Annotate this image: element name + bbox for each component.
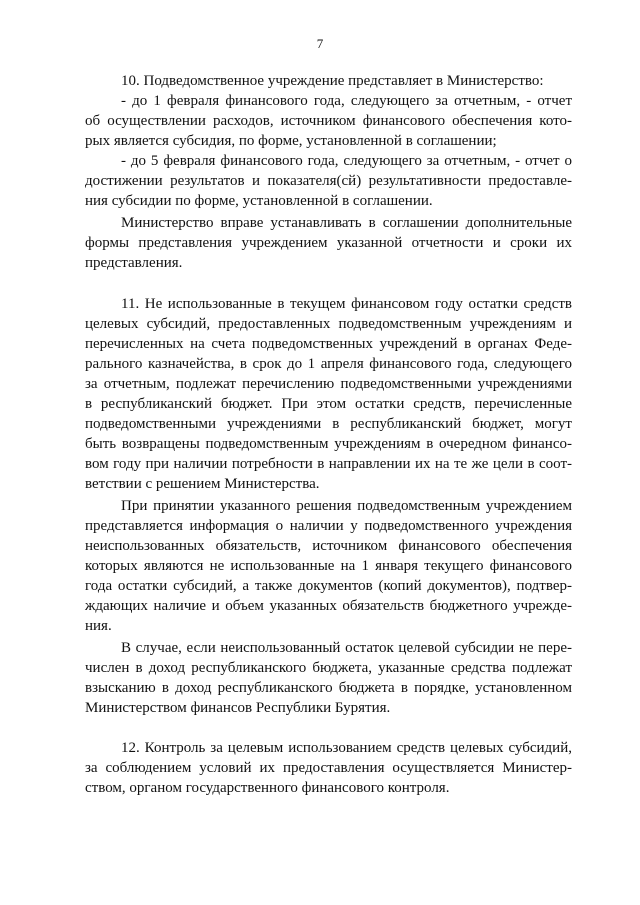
- text-line: представляется информация о наличии у подведомственного учреждения: [85, 518, 572, 534]
- text-line: рых является субсидия, по форме, установленной в соглашении;: [85, 133, 497, 149]
- text-line: за соблюдением условий их предоставления осуществляется Министер-: [85, 760, 572, 776]
- text-line: Министерством финансов Республики Бурятия.: [85, 700, 391, 716]
- text-line: об осуществлении расходов, источником финансового обеспечения кото-: [85, 113, 572, 129]
- text-line: - до 5 февраля финансового года, следующего за отчетным, - отчет о: [121, 153, 572, 169]
- text-line: формы представления учреждением указанной отчетности и сроки их: [85, 235, 572, 251]
- text-line: ния.: [85, 618, 112, 634]
- text-line: представления.: [85, 255, 183, 271]
- text-line: ждающих наличие и объем указанных обязательств бюджетного учрежде-: [85, 598, 572, 614]
- text-line: достижении результатов и показателя(сй) результативности предоставле-: [85, 173, 572, 189]
- text-line: числен в доход республиканского бюджета, указанные средства подлежат: [85, 660, 572, 676]
- text-line: ством, органом государственного финансового контроля.: [85, 780, 450, 796]
- text-line: подведомственными учреждениями в республиканский бюджет, могут: [85, 416, 572, 432]
- text-line: - до 1 февраля финансового года, следующего за отчетным, - отчет: [121, 93, 572, 109]
- page-number: 7: [316, 36, 324, 51]
- text-line: быть возвращены подведомственным учреждениям в очередном финансо-: [85, 436, 572, 452]
- text-line: вом году при наличии потребности в направлении их на те же цели в соот-: [85, 456, 572, 472]
- text-line: В случае, если неиспользованный остаток целевой субсидии не пере-: [121, 640, 572, 656]
- text-line: целевых субсидий, предоставленных подведомственным учреждениям и: [85, 316, 572, 332]
- text-line: за отчетным, подлежат перечислению подведомственными учреждениями: [85, 376, 572, 392]
- text-line: При принятии указанного решения подведомственным учреждением: [121, 498, 572, 514]
- text-line: ветствии с решением Министерства.: [85, 476, 320, 492]
- text-line: неиспользованных обязательств, источником финансового обеспечения: [85, 538, 572, 554]
- text-line: года остатки субсидий, а также документов (копий документов), подтвер-: [85, 578, 572, 594]
- text-line: 11. Не использованные в текущем финансовом году остатки средств: [121, 296, 572, 312]
- text-line: Министерство вправе устанавливать в соглашении дополнительные: [121, 215, 572, 231]
- text-line: перечисленных на счета подведомственных учреждений в органах Феде-: [85, 336, 572, 352]
- text-line: которых являются не использованные на 1 января текущего финансового: [85, 558, 572, 574]
- text-line: рального казначейства, в срок до 1 апреля финансового года, следующего: [85, 356, 572, 372]
- text-line: в республиканский бюджет. При этом остатки средств, перечисленные: [85, 396, 572, 412]
- text-line: взысканию в доход республиканского бюджета в порядке, установленном: [85, 680, 572, 696]
- text-line: 12. Контроль за целевым использованием средств целевых субсидий,: [121, 740, 572, 756]
- text-line: ния субсидии по форме, установленной в соглашении.: [85, 193, 433, 209]
- text-line: 10. Подведомственное учреждение представляет в Министерство:: [121, 73, 544, 89]
